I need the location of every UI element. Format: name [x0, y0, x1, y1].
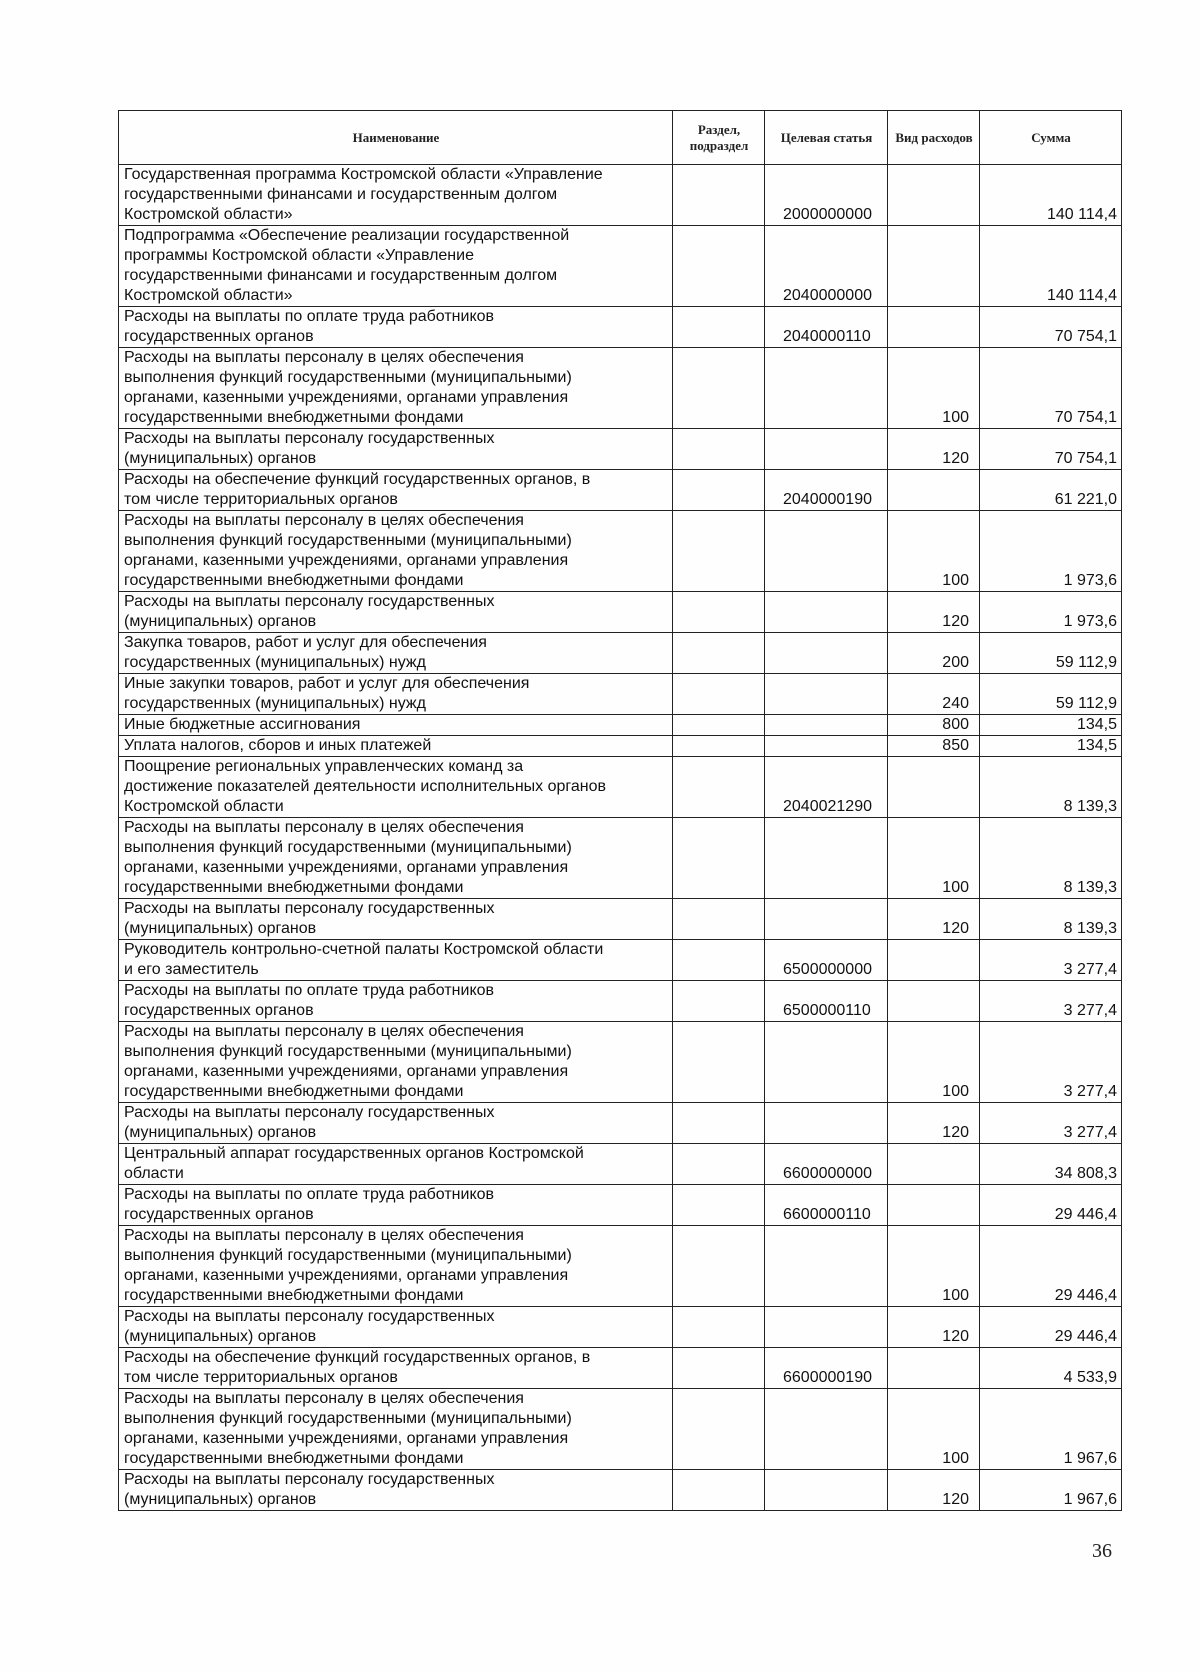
- cell-name: Расходы на выплаты персоналу государственных (муниципальных) органов: [119, 1307, 673, 1348]
- header-summa: Сумма: [980, 111, 1122, 165]
- cell-summa: 34 808,3: [980, 1144, 1122, 1185]
- cell-celevaya: 2040000190: [765, 470, 888, 511]
- table-row: [119, 1470, 1122, 1511]
- cell-vid: [888, 226, 980, 307]
- cell-name: Расходы на выплаты персоналу государственных (муниципальных) органов: [119, 429, 673, 470]
- cell-name: Расходы на выплаты по оплате труда работников государственных органов: [119, 307, 673, 348]
- cell-name: Расходы на выплаты персоналу в целях обеспечения выполнения функций государственными (муниципальными) органами, казенными учреждениями, органами управления государственными внебюджетными фондами: [119, 1226, 673, 1307]
- table-row: [119, 1389, 1122, 1470]
- cell-razdel: [673, 899, 765, 940]
- cell-summa: 3 277,4: [980, 1103, 1122, 1144]
- cell-razdel: [673, 511, 765, 592]
- cell-vid: 800: [888, 715, 980, 736]
- cell-summa: 8 139,3: [980, 818, 1122, 899]
- cell-razdel: [673, 348, 765, 429]
- cell-summa: 59 112,9: [980, 674, 1122, 715]
- header-row: [119, 111, 1122, 165]
- cell-razdel: [673, 1103, 765, 1144]
- cell-vid: 240: [888, 674, 980, 715]
- cell-razdel: [673, 715, 765, 736]
- cell-name: Уплата налогов, сборов и иных платежей: [119, 736, 673, 757]
- cell-summa: 3 277,4: [980, 981, 1122, 1022]
- cell-celevaya: 6500000110: [765, 981, 888, 1022]
- cell-celevaya: 2040000110: [765, 307, 888, 348]
- cell-celevaya: [765, 633, 888, 674]
- cell-celevaya: 6500000000: [765, 940, 888, 981]
- cell-celevaya: [765, 715, 888, 736]
- table-row: [119, 715, 1122, 736]
- cell-celevaya: 2000000000: [765, 165, 888, 226]
- cell-vid: 120: [888, 429, 980, 470]
- cell-vid: [888, 1348, 980, 1389]
- table-row: [119, 165, 1122, 226]
- cell-name: Государственная программа Костромской области «Управление государственными финансами и государственным долгом Костромской области»: [119, 165, 673, 226]
- cell-razdel: [673, 1307, 765, 1348]
- cell-vid: 120: [888, 1470, 980, 1511]
- table-row: [119, 633, 1122, 674]
- table-row: [119, 1103, 1122, 1144]
- table-row: [119, 429, 1122, 470]
- cell-razdel: [673, 470, 765, 511]
- cell-celevaya: 6600000110: [765, 1185, 888, 1226]
- cell-name: Иные закупки товаров, работ и услуг для обеспечения государственных (муниципальных) нужд: [119, 674, 673, 715]
- cell-celevaya: [765, 899, 888, 940]
- cell-vid: 200: [888, 633, 980, 674]
- cell-razdel: [673, 1226, 765, 1307]
- cell-vid: [888, 981, 980, 1022]
- cell-summa: 3 277,4: [980, 940, 1122, 981]
- cell-razdel: [673, 736, 765, 757]
- cell-celevaya: [765, 592, 888, 633]
- table-row: [119, 1226, 1122, 1307]
- cell-name: Расходы на выплаты по оплате труда работников государственных органов: [119, 981, 673, 1022]
- table-row: [119, 674, 1122, 715]
- table-row: [119, 1307, 1122, 1348]
- cell-summa: 29 446,4: [980, 1226, 1122, 1307]
- cell-razdel: [673, 757, 765, 818]
- cell-name: Расходы на выплаты персоналу в целях обеспечения выполнения функций государственными (муниципальными) органами, казенными учреждениями, органами управления государственными внебюджетными фондами: [119, 1389, 673, 1470]
- cell-razdel: [673, 633, 765, 674]
- cell-summa: 134,5: [980, 715, 1122, 736]
- cell-summa: 140 114,4: [980, 226, 1122, 307]
- cell-vid: [888, 470, 980, 511]
- cell-name: Поощрение региональных управленческих команд за достижение показателей деятельности исполнительных органов Костромской области: [119, 757, 673, 818]
- cell-celevaya: 2040021290: [765, 757, 888, 818]
- table-header: [119, 111, 1122, 165]
- cell-vid: 100: [888, 818, 980, 899]
- cell-summa: 1 973,6: [980, 511, 1122, 592]
- cell-vid: 120: [888, 899, 980, 940]
- cell-razdel: [673, 592, 765, 633]
- cell-celevaya: [765, 818, 888, 899]
- cell-celevaya: 6600000000: [765, 1144, 888, 1185]
- cell-name: Расходы на обеспечение функций государственных органов, в том числе территориальных органов: [119, 1348, 673, 1389]
- cell-vid: 100: [888, 1226, 980, 1307]
- cell-razdel: [673, 818, 765, 899]
- cell-vid: 850: [888, 736, 980, 757]
- cell-summa: 3 277,4: [980, 1022, 1122, 1103]
- cell-razdel: [673, 1144, 765, 1185]
- table-row: [119, 736, 1122, 757]
- cell-vid: [888, 1144, 980, 1185]
- table-body: [119, 165, 1122, 1511]
- cell-celevaya: 6600000190: [765, 1348, 888, 1389]
- cell-summa: 1 967,6: [980, 1389, 1122, 1470]
- cell-celevaya: [765, 348, 888, 429]
- table-row: [119, 1022, 1122, 1103]
- cell-vid: 120: [888, 1103, 980, 1144]
- table-row: [119, 470, 1122, 511]
- cell-razdel: [673, 1389, 765, 1470]
- cell-name: Расходы на выплаты персоналу в целях обеспечения выполнения функций государственными (муниципальными) органами, казенными учреждениями, органами управления государственными внебюджетными фондами: [119, 818, 673, 899]
- cell-summa: 29 446,4: [980, 1307, 1122, 1348]
- table-row: [119, 307, 1122, 348]
- table-row: [119, 511, 1122, 592]
- cell-razdel: [673, 940, 765, 981]
- cell-vid: [888, 940, 980, 981]
- cell-name: Подпрограмма «Обеспечение реализации государственной программы Костромской области «Управление государственными финансами и государственным долгом Костромской области»: [119, 226, 673, 307]
- cell-name: Центральный аппарат государственных органов Костромской области: [119, 1144, 673, 1185]
- table-row: [119, 1185, 1122, 1226]
- cell-summa: 59 112,9: [980, 633, 1122, 674]
- header-vid: Вид расходов: [888, 111, 980, 165]
- table-row: [119, 818, 1122, 899]
- cell-celevaya: [765, 1226, 888, 1307]
- cell-razdel: [673, 674, 765, 715]
- cell-name: Расходы на выплаты персоналу государственных (муниципальных) органов: [119, 1103, 673, 1144]
- cell-razdel: [673, 226, 765, 307]
- cell-celevaya: [765, 1470, 888, 1511]
- cell-name: Расходы на выплаты персоналу в целях обеспечения выполнения функций государственными (муниципальными) органами, казенными учреждениями, органами управления государственными внебюджетными фондами: [119, 511, 673, 592]
- cell-summa: 1 973,6: [980, 592, 1122, 633]
- table-row: [119, 899, 1122, 940]
- cell-vid: [888, 165, 980, 226]
- cell-vid: [888, 307, 980, 348]
- page-number: 36: [1092, 1540, 1112, 1562]
- cell-name: Расходы на выплаты персоналу государственных (муниципальных) органов: [119, 592, 673, 633]
- cell-vid: 100: [888, 511, 980, 592]
- cell-name: Расходы на выплаты персоналу государственных (муниципальных) органов: [119, 899, 673, 940]
- cell-summa: 70 754,1: [980, 307, 1122, 348]
- cell-razdel: [673, 1185, 765, 1226]
- cell-summa: 134,5: [980, 736, 1122, 757]
- cell-razdel: [673, 1348, 765, 1389]
- header-razdel: Раздел, подраздел: [673, 111, 765, 165]
- cell-summa: 8 139,3: [980, 757, 1122, 818]
- table-row: [119, 226, 1122, 307]
- cell-razdel: [673, 165, 765, 226]
- cell-razdel: [673, 981, 765, 1022]
- cell-summa: 70 754,1: [980, 429, 1122, 470]
- cell-vid: [888, 757, 980, 818]
- budget-table: [118, 110, 1122, 1511]
- cell-summa: 61 221,0: [980, 470, 1122, 511]
- header-name: Наименование: [119, 111, 673, 165]
- table-row: [119, 1348, 1122, 1389]
- cell-razdel: [673, 429, 765, 470]
- cell-vid: 120: [888, 592, 980, 633]
- table-row: [119, 348, 1122, 429]
- cell-summa: 140 114,4: [980, 165, 1122, 226]
- table-row: [119, 757, 1122, 818]
- cell-vid: [888, 1185, 980, 1226]
- table-row: [119, 1144, 1122, 1185]
- table-row: [119, 940, 1122, 981]
- cell-vid: 120: [888, 1307, 980, 1348]
- cell-name: Иные бюджетные ассигнования: [119, 715, 673, 736]
- cell-name: Расходы на выплаты персоналу в целях обеспечения выполнения функций государственными (муниципальными) органами, казенными учреждениями, органами управления государственными внебюджетными фондами: [119, 348, 673, 429]
- cell-celevaya: [765, 1103, 888, 1144]
- cell-celevaya: [765, 429, 888, 470]
- cell-name: Руководитель контрольно-счетной палаты Костромской области и его заместитель: [119, 940, 673, 981]
- cell-summa: 1 967,6: [980, 1470, 1122, 1511]
- cell-vid: 100: [888, 348, 980, 429]
- cell-celevaya: [765, 1389, 888, 1470]
- cell-celevaya: [765, 736, 888, 757]
- table-row: [119, 592, 1122, 633]
- cell-summa: 8 139,3: [980, 899, 1122, 940]
- cell-razdel: [673, 1470, 765, 1511]
- cell-name: Закупка товаров, работ и услуг для обеспечения государственных (муниципальных) нужд: [119, 633, 673, 674]
- cell-name: Расходы на выплаты по оплате труда работников государственных органов: [119, 1185, 673, 1226]
- cell-celevaya: 2040000000: [765, 226, 888, 307]
- header-celevaya: Целевая статья: [765, 111, 888, 165]
- cell-name: Расходы на обеспечение функций государственных органов, в том числе территориальных органов: [119, 470, 673, 511]
- cell-razdel: [673, 1022, 765, 1103]
- cell-celevaya: [765, 511, 888, 592]
- cell-celevaya: [765, 674, 888, 715]
- cell-summa: 70 754,1: [980, 348, 1122, 429]
- cell-name: Расходы на выплаты персоналу в целях обеспечения выполнения функций государственными (муниципальными) органами, казенными учреждениями, органами управления государственными внебюджетными фондами: [119, 1022, 673, 1103]
- cell-vid: 100: [888, 1022, 980, 1103]
- cell-razdel: [673, 307, 765, 348]
- cell-name: Расходы на выплаты персоналу государственных (муниципальных) органов: [119, 1470, 673, 1511]
- cell-summa: 29 446,4: [980, 1185, 1122, 1226]
- table-row: [119, 981, 1122, 1022]
- cell-celevaya: [765, 1022, 888, 1103]
- cell-celevaya: [765, 1307, 888, 1348]
- cell-vid: 100: [888, 1389, 980, 1470]
- cell-summa: 4 533,9: [980, 1348, 1122, 1389]
